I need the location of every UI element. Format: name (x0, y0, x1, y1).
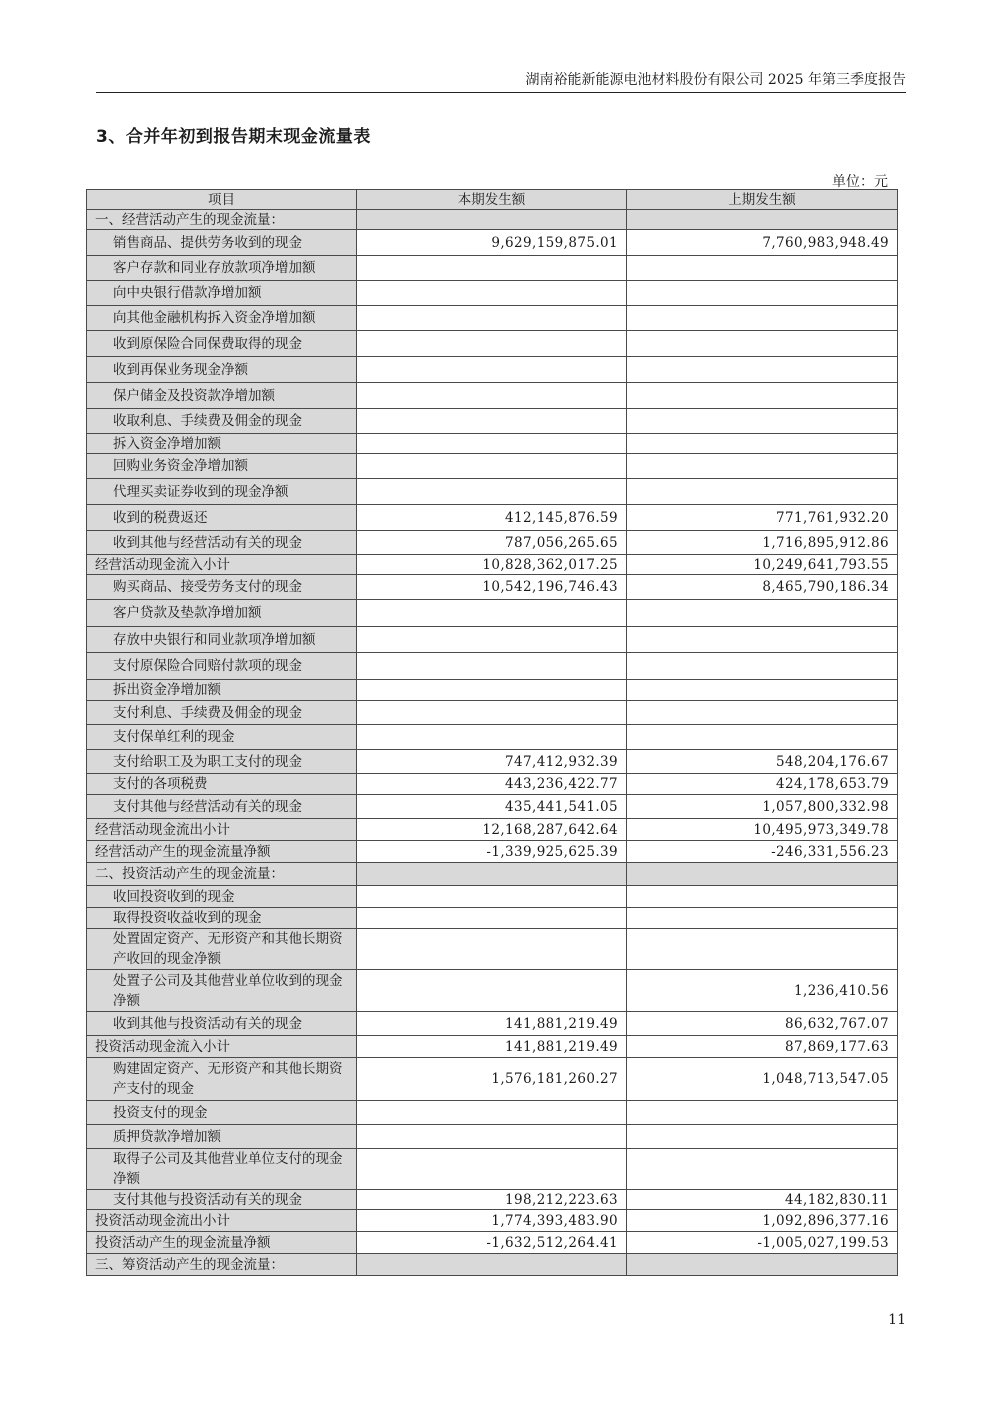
prior-period-amount: 7,760,983,948.49 (627, 230, 898, 256)
row-item-label: 购买商品、接受劳务支付的现金 (87, 575, 357, 600)
current-period-amount: 435,441,541.05 (357, 795, 627, 819)
current-period-amount: 12,168,287,642.64 (357, 819, 627, 841)
page-number: 11 (888, 1312, 906, 1328)
table-row (87, 230, 898, 256)
row-item-label: 回购业务资金净增加额 (87, 454, 357, 479)
row-item-label: 保户储金及投资款净增加额 (87, 383, 357, 409)
prior-period-amount (627, 1149, 898, 1190)
row-item-label: 收回投资收到的现金 (87, 886, 357, 908)
row-item-label: 收到原保险合同保费取得的现金 (87, 331, 357, 357)
prior-period-amount (627, 383, 898, 409)
row-item-label: 拆入资金净增加额 (87, 434, 357, 454)
prior-period-amount: 44,182,830.11 (627, 1190, 898, 1210)
table-row (87, 409, 898, 434)
table-row (87, 531, 898, 555)
current-period-amount (357, 600, 627, 627)
table-row (87, 1036, 898, 1058)
row-item-label: 向其他金融机构拆入资金净增加额 (87, 306, 357, 331)
table-row (87, 886, 898, 908)
prior-period-amount (627, 680, 898, 701)
row-item-label: 收到其他与经营活动有关的现金 (87, 531, 357, 555)
table-row (87, 1012, 898, 1036)
table-row (87, 680, 898, 701)
table-row (87, 774, 898, 795)
table-row (87, 795, 898, 819)
row-item-label: 支付原保险合同赔付款项的现金 (87, 653, 357, 680)
row-item-label: 购建固定资产、无形资产和其他长期资产支付的现金 (87, 1058, 357, 1101)
row-item-label: 代理买卖证券收到的现金净额 (87, 479, 357, 505)
row-item-label: 收到再保业务现金净额 (87, 357, 357, 383)
prior-period-amount (627, 409, 898, 434)
table-row (87, 819, 898, 841)
current-period-amount (357, 281, 627, 306)
table-row (87, 1232, 898, 1254)
row-item-label: 向中央银行借款净增加额 (87, 281, 357, 306)
row-item-label: 客户贷款及垫款净增加额 (87, 600, 357, 627)
current-period-amount (357, 1149, 627, 1190)
row-item-label: 收到其他与投资活动有关的现金 (87, 1012, 357, 1036)
current-period-amount: 10,828,362,017.25 (357, 555, 627, 575)
table-row (87, 970, 898, 1012)
prior-period-amount: 87,869,177.63 (627, 1036, 898, 1058)
current-period-amount: 412,145,876.59 (357, 505, 627, 531)
current-period-amount: 198,212,223.63 (357, 1190, 627, 1210)
page-header: 湖南裕能新能源电池材料股份有限公司 2025 年第三季度报告 (96, 70, 906, 93)
prior-period-amount (627, 886, 898, 908)
prior-period-amount (627, 210, 898, 230)
row-item-label: 投资活动现金流入小计 (87, 1036, 357, 1058)
section-title: 3、合并年初到报告期末现金流量表 (96, 127, 371, 147)
current-period-amount (357, 409, 627, 434)
table-row (87, 575, 898, 600)
current-period-amount (357, 1101, 627, 1125)
current-period-amount: 1,774,393,483.90 (357, 1210, 627, 1232)
current-period-amount (357, 383, 627, 409)
table-row (87, 627, 898, 653)
current-period-amount (357, 357, 627, 383)
prior-period-amount (627, 454, 898, 479)
row-item-label: 支付给职工及为职工支付的现金 (87, 750, 357, 774)
current-period-amount (357, 680, 627, 701)
row-item-label: 一、经营活动产生的现金流量： (87, 210, 357, 230)
current-period-amount (357, 627, 627, 653)
current-period-amount: 141,881,219.49 (357, 1036, 627, 1058)
prior-period-amount (627, 1101, 898, 1125)
table-row (87, 908, 898, 929)
current-period-amount (357, 886, 627, 908)
table-row (87, 479, 898, 505)
table-row (87, 357, 898, 383)
current-period-amount (357, 908, 627, 929)
prior-period-amount (627, 725, 898, 750)
current-period-amount (357, 479, 627, 505)
column-header-current-period: 本期发生额 (357, 190, 627, 210)
table-row (87, 653, 898, 680)
table-row (87, 331, 898, 357)
table-row (87, 281, 898, 306)
prior-period-amount (627, 627, 898, 653)
current-period-amount (357, 653, 627, 680)
current-period-amount (357, 863, 627, 886)
current-period-amount: 9,629,159,875.01 (357, 230, 627, 256)
prior-period-amount (627, 281, 898, 306)
table-row (87, 555, 898, 575)
current-period-amount: 1,576,181,260.27 (357, 1058, 627, 1101)
table-row (87, 750, 898, 774)
prior-period-amount (627, 331, 898, 357)
row-item-label: 经营活动现金流入小计 (87, 555, 357, 575)
row-item-label: 三、筹资活动产生的现金流量： (87, 1254, 357, 1276)
prior-period-amount: 548,204,176.67 (627, 750, 898, 774)
section-row (87, 1254, 898, 1276)
table-row (87, 1101, 898, 1125)
row-item-label: 拆出资金净增加额 (87, 680, 357, 701)
prior-period-amount (627, 256, 898, 281)
prior-period-amount (627, 701, 898, 725)
row-item-label: 客户存款和同业存放款项净增加额 (87, 256, 357, 281)
prior-period-amount (627, 306, 898, 331)
prior-period-amount (627, 863, 898, 886)
prior-period-amount: 1,716,895,912.86 (627, 531, 898, 555)
table-row (87, 434, 898, 454)
table-body (87, 210, 898, 1276)
row-item-label: 二、投资活动产生的现金流量： (87, 863, 357, 886)
row-item-label: 经营活动产生的现金流量净额 (87, 841, 357, 863)
row-item-label: 支付保单红利的现金 (87, 725, 357, 750)
current-period-amount: -1,339,925,625.39 (357, 841, 627, 863)
current-period-amount: 443,236,422.77 (357, 774, 627, 795)
prior-period-amount: -1,005,027,199.53 (627, 1232, 898, 1254)
row-item-label: 取得投资收益收到的现金 (87, 908, 357, 929)
prior-period-amount (627, 1254, 898, 1276)
current-period-amount (357, 454, 627, 479)
row-item-label: 处置固定资产、无形资产和其他长期资产收回的现金净额 (87, 929, 357, 970)
prior-period-amount (627, 479, 898, 505)
prior-period-amount (627, 929, 898, 970)
row-item-label: 质押贷款净增加额 (87, 1125, 357, 1149)
column-header-prior-period: 上期发生额 (627, 190, 898, 210)
prior-period-amount: 424,178,653.79 (627, 774, 898, 795)
row-item-label: 支付其他与投资活动有关的现金 (87, 1190, 357, 1210)
row-item-label: 支付其他与经营活动有关的现金 (87, 795, 357, 819)
current-period-amount (357, 256, 627, 281)
current-period-amount (357, 970, 627, 1012)
table-row (87, 701, 898, 725)
table-row (87, 1190, 898, 1210)
unit-label: 单位：元 (832, 174, 888, 190)
current-period-amount (357, 331, 627, 357)
current-period-amount (357, 306, 627, 331)
table-row (87, 1125, 898, 1149)
current-period-amount (357, 210, 627, 230)
row-item-label: 销售商品、提供劳务收到的现金 (87, 230, 357, 256)
table-row (87, 725, 898, 750)
row-item-label: 支付的各项税费 (87, 774, 357, 795)
current-period-amount: 10,542,196,746.43 (357, 575, 627, 600)
cash-flow-table (86, 189, 898, 1276)
prior-period-amount (627, 653, 898, 680)
table-row (87, 505, 898, 531)
current-period-amount: 747,412,932.39 (357, 750, 627, 774)
prior-period-amount (627, 908, 898, 929)
current-period-amount (357, 434, 627, 454)
row-item-label: 支付利息、手续费及佣金的现金 (87, 701, 357, 725)
prior-period-amount: -246,331,556.23 (627, 841, 898, 863)
table-row (87, 1210, 898, 1232)
prior-period-amount: 1,092,896,377.16 (627, 1210, 898, 1232)
row-item-label: 收取利息、手续费及佣金的现金 (87, 409, 357, 434)
current-period-amount: 787,056,265.65 (357, 531, 627, 555)
current-period-amount (357, 1125, 627, 1149)
table-row (87, 841, 898, 863)
table-row (87, 256, 898, 281)
row-item-label: 投资活动现金流出小计 (87, 1210, 357, 1232)
current-period-amount (357, 1254, 627, 1276)
table-row (87, 454, 898, 479)
table-row (87, 1058, 898, 1101)
table-header-row (87, 190, 898, 210)
table-row (87, 383, 898, 409)
current-period-amount (357, 929, 627, 970)
prior-period-amount (627, 357, 898, 383)
prior-period-amount: 1,048,713,547.05 (627, 1058, 898, 1101)
row-item-label: 投资活动产生的现金流量净额 (87, 1232, 357, 1254)
section-row (87, 210, 898, 230)
row-item-label: 处置子公司及其他营业单位收到的现金净额 (87, 970, 357, 1012)
row-item-label: 收到的税费返还 (87, 505, 357, 531)
prior-period-amount: 1,057,800,332.98 (627, 795, 898, 819)
table-row (87, 306, 898, 331)
section-row (87, 863, 898, 886)
current-period-amount (357, 701, 627, 725)
column-header-item: 项目 (87, 190, 357, 210)
current-period-amount: -1,632,512,264.41 (357, 1232, 627, 1254)
row-item-label: 取得子公司及其他营业单位支付的现金净额 (87, 1149, 357, 1190)
prior-period-amount: 10,495,973,349.78 (627, 819, 898, 841)
current-period-amount (357, 725, 627, 750)
table-row (87, 929, 898, 970)
row-item-label: 投资支付的现金 (87, 1101, 357, 1125)
prior-period-amount: 8,465,790,186.34 (627, 575, 898, 600)
table-row (87, 1149, 898, 1190)
row-item-label: 经营活动现金流出小计 (87, 819, 357, 841)
table-row (87, 600, 898, 627)
prior-period-amount (627, 1125, 898, 1149)
prior-period-amount (627, 600, 898, 627)
prior-period-amount: 10,249,641,793.55 (627, 555, 898, 575)
current-period-amount: 141,881,219.49 (357, 1012, 627, 1036)
prior-period-amount: 86,632,767.07 (627, 1012, 898, 1036)
prior-period-amount (627, 434, 898, 454)
prior-period-amount: 1,236,410.56 (627, 970, 898, 1012)
prior-period-amount: 771,761,932.20 (627, 505, 898, 531)
row-item-label: 存放中央银行和同业款项净增加额 (87, 627, 357, 653)
